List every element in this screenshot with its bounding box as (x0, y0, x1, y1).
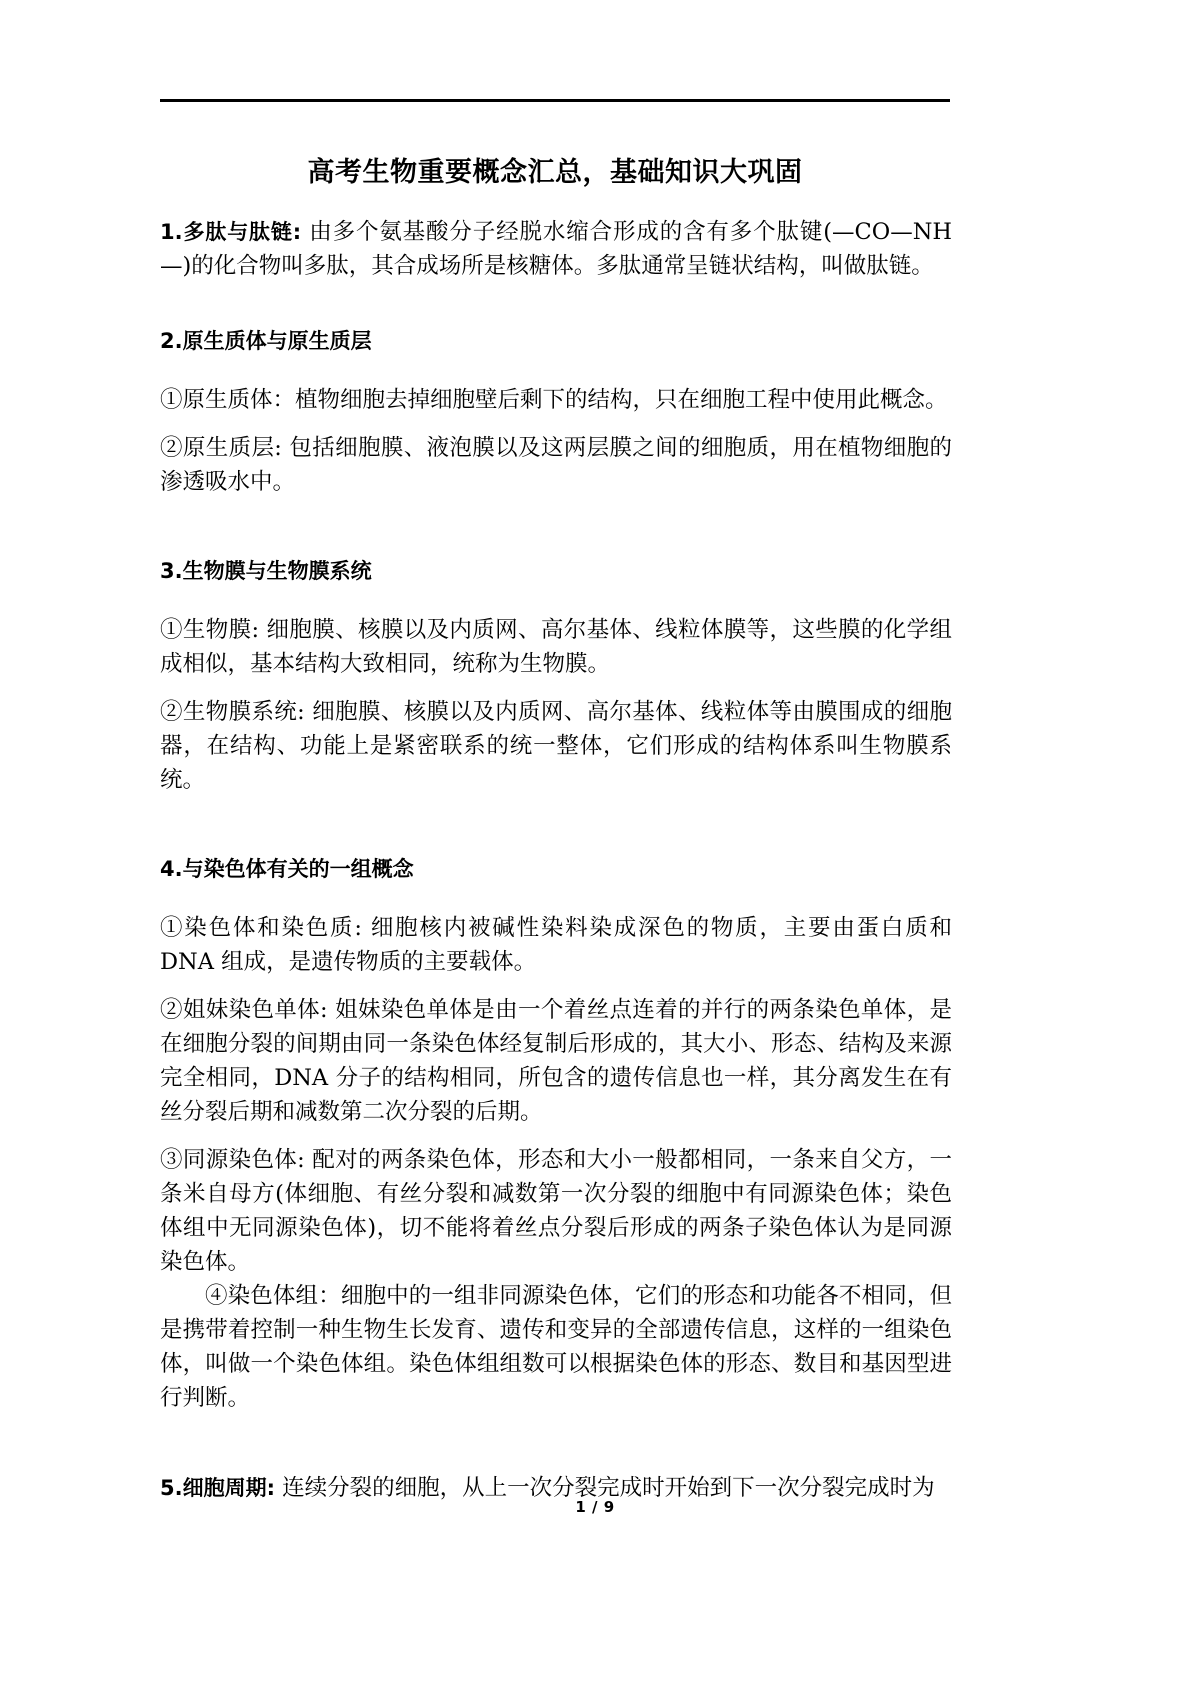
section-5-lead-separator: : (266, 1476, 275, 1500)
section-4-item-4: ④染色体组：细胞中的一组非同源染色体，它们的形态和功能各不相同，但是携带着控制一种生物生长发育、遗传和变异的全部遗传信息，这样的一组染色体，叫做一个染色体组。染色体组组数可以根据染色体的形态、数目和基因型进行判断。 (160, 1283, 952, 1411)
spacer (160, 499, 952, 555)
spacer (160, 417, 952, 431)
spacer (160, 357, 952, 383)
spacer (160, 1415, 952, 1471)
section-4-item-3: ③同源染色体: 配对的两条染色体，形态和大小一般都相同，一条来自父方，一条米自母方(体细胞、有丝分裂和减数第一次分裂的细胞中有同源染色体；染色体组中无同源染色体)，切不能将着丝点分裂后形成的两条子染色体认为是同源染色体。 (160, 1147, 952, 1275)
spacer (160, 283, 952, 325)
section-4-item-1: ①染色体和染色质: 细胞核内被碱性染料染成深色的物质，主要由蛋白质和 DNA 组成，是遗传物质的主要载体。 (160, 915, 952, 975)
spacer (160, 587, 952, 613)
section-5-lead: 细胞周期 (182, 1476, 267, 1500)
spacer (160, 681, 952, 695)
section-2-heading: 2.原生质体与原生质层 (160, 329, 372, 353)
spacer (160, 797, 952, 853)
document-body (160, 215, 952, 1505)
page-number: 1 / 9 (575, 1498, 615, 1516)
section-5-number: 5. (160, 1476, 183, 1500)
section-1-body: 由多个氨基酸分子经脱水缩合形成的含有多个肽键(—CO—NH—)的化合物叫多肽，其合成场所是核糖体。多肽通常呈链状结构，叫做肽链。 (160, 219, 953, 279)
section-4-item-2: ②姐妹染色单体: 姐妹染色单体是由一个着丝点连着的并行的两条染色单体，是在细胞分裂的间期由同一条染色体经复制后形成的，其大小、形态、结构及来源完全相同，DNA 分子的结构相同，所包含的遗传信息也一样，其分离发生在有丝分裂后期和减数第二次分裂的后期。 (160, 997, 952, 1125)
section-1-lead-separator: : (292, 220, 302, 244)
section-3-item-1: ①生物膜: 细胞膜、核膜以及内质网、高尔基体、线粒体膜等，这些膜的化学组成相似，基本结构大致相同，统称为生物膜。 (160, 617, 952, 677)
section-3-item-2: ②生物膜系统: 细胞膜、核膜以及内质网、高尔基体、线粒体等由膜围成的细胞器，在结构、功能上是紧密联系的统一整体，它们形成的结构体系叫生物膜系统。 (160, 699, 952, 793)
spacer (160, 1129, 952, 1143)
section-2-item-1: ①原生质体：植物细胞去掉细胞壁后剩下的结构，只在细胞工程中使用此概念。 (160, 387, 948, 413)
header-rule (160, 99, 950, 102)
section-3-heading: 3.生物膜与生物膜系统 (160, 559, 372, 583)
section-5-body: 连续分裂的细胞，从上一次分裂完成时开始到下一次分裂完成时为 (275, 1475, 935, 1501)
section-4-heading: 4.与染色体有关的一组概念 (160, 857, 414, 881)
section-1-lead: 多肽与肽链 (182, 220, 293, 244)
section-1-number: 1. (160, 220, 183, 244)
spacer (160, 885, 952, 911)
section-1-paragraph (160, 215, 952, 283)
page-title: 高考生物重要概念汇总，基础知识大巩固 (307, 157, 803, 188)
section-2-item-2: ②原生质层: 包括细胞膜、液泡膜以及这两层膜之间的细胞质，用在植物细胞的渗透吸水中。 (160, 435, 952, 495)
spacer (160, 979, 952, 993)
